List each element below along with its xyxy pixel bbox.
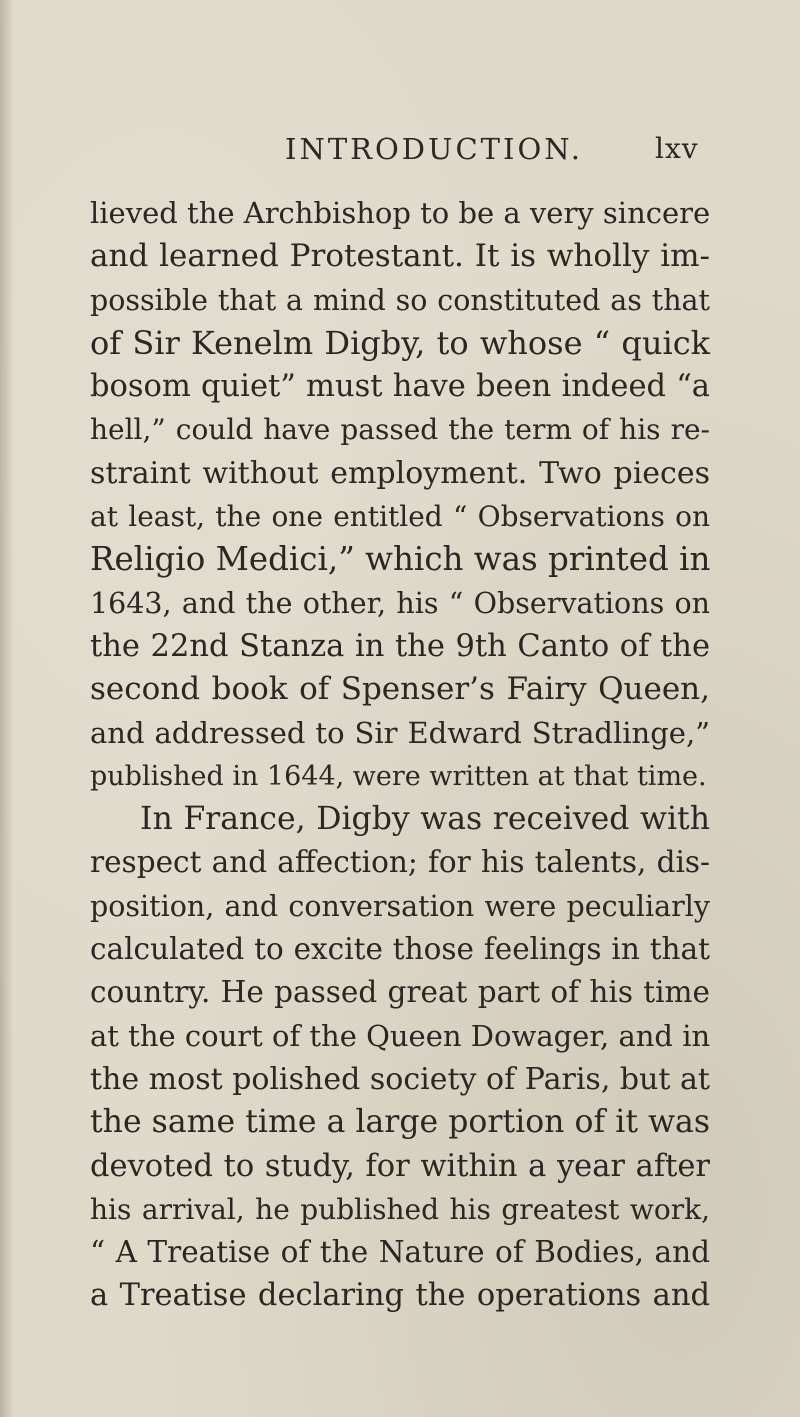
text-line: hell,” could have passed the term of his re- (90, 413, 710, 447)
text-line: at least, the one entitled “ Observations on (90, 500, 710, 534)
text-line: and learned Protestant. It is wholly im- (90, 238, 710, 275)
text-line: of Sir Kenelm Digby, to whose “ quick (90, 323, 710, 362)
text-line: straint without employment. Two pieces (90, 455, 710, 491)
text-line: second book of Spenser’s Fairy Queen, (90, 671, 710, 708)
text-line: “ A Treatise of the Nature of Bodies, and (90, 1235, 710, 1270)
text-line: the same time a large portion of it was (90, 1104, 710, 1141)
text-line: calculated to excite those feelings in that (90, 932, 710, 967)
text-line: a Treatise declaring the operations and (90, 1278, 710, 1314)
text-line: 1643, and the other, his “ Observations on (90, 586, 710, 620)
page-number: lxv (655, 132, 699, 165)
text-line: published in 1644, were written at that time. (90, 760, 707, 792)
text-line: his arrival, he published his greatest work, (90, 1192, 710, 1226)
page-gutter-shadow (0, 0, 14, 1417)
text-line: country. He passed great part of his time (90, 975, 710, 1010)
body-text (90, 192, 710, 1318)
text-line: the most polished society of Paris, but at (90, 1061, 710, 1097)
text-line: bosom quiet” must have been indeed “a (90, 369, 710, 405)
text-line: at the court of the Queen Dowager, and in (90, 1018, 711, 1053)
text-line: lieved the Archbishop to be a very sincere (90, 196, 711, 230)
text-line: the 22nd Stanza in the 9th Canto of the (90, 628, 710, 664)
text-line: Religio Medici,” which was printed in (90, 540, 711, 579)
text-line: and addressed to Sir Edward Stradlinge,” (90, 715, 710, 750)
running-head (0, 132, 800, 172)
text-line: devoted to study, for within a year after (90, 1148, 710, 1184)
running-title: INTRODUCTION. (285, 132, 583, 166)
text-line: position, and conversation were peculiarly (90, 889, 710, 923)
text-line: In France, Digby was received with (140, 801, 710, 838)
text-line: possible that a mind so constituted as that (90, 283, 710, 317)
text-line: respect and affection; for his talents, dis- (90, 845, 710, 880)
